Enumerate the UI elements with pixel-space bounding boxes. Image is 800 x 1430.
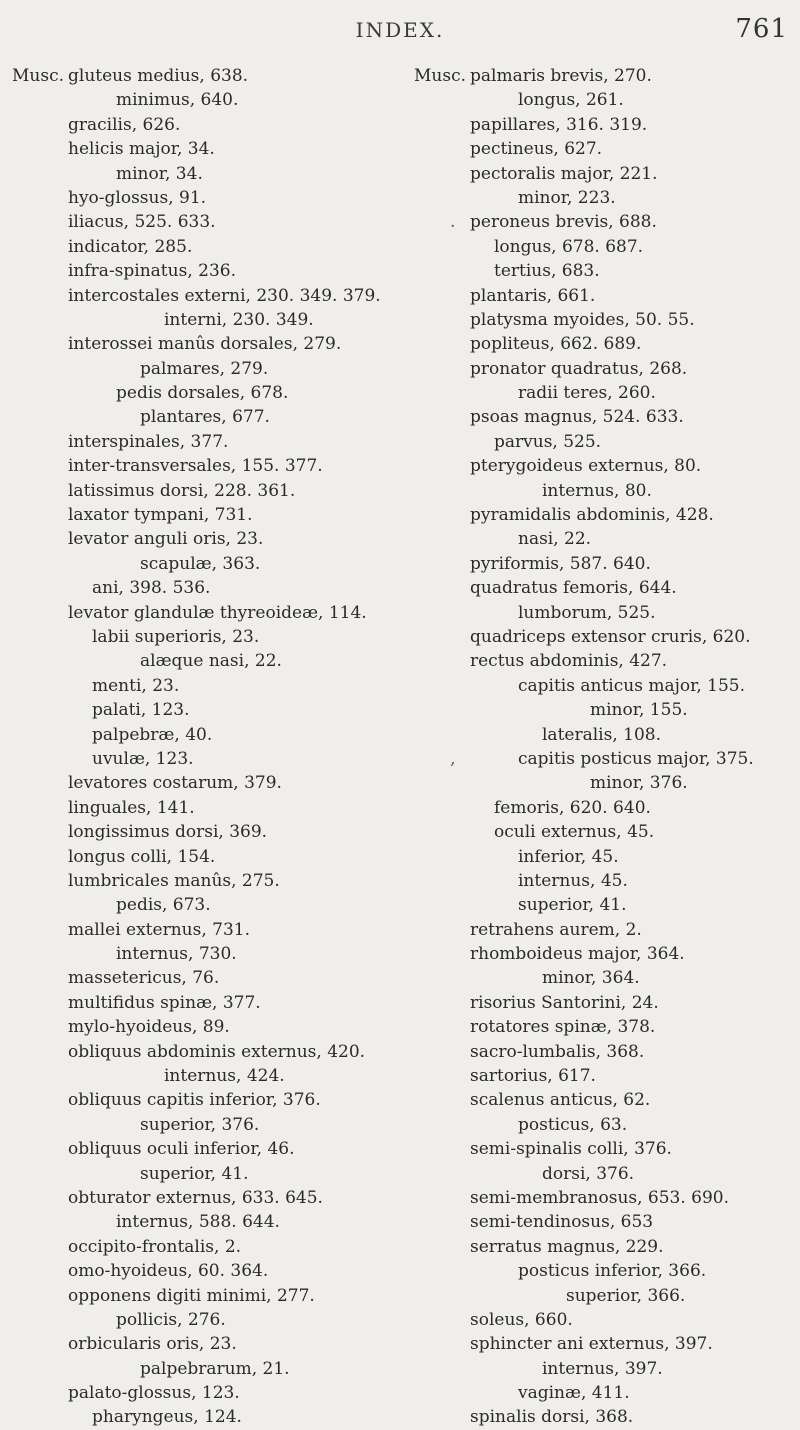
entry-text: posticus inferior, 366. [518, 1261, 707, 1282]
entry-text: minor, 223. [518, 187, 616, 208]
index-entry [402, 1040, 800, 1064]
entry-text: oculi externus, 45. [494, 822, 655, 843]
entry-text: quadratus femoris, 644. [470, 578, 677, 599]
index-entry [402, 991, 800, 1015]
entry-text: scalenus anticus, 62. [470, 1090, 651, 1111]
entry-text: semi-membranosus, 653. 690. [470, 1187, 730, 1208]
entry-text: levator anguli oris, 23. [68, 529, 264, 550]
entry-text: hyo-glossus, 91. [68, 187, 207, 208]
entry-text: interspinales, 377. [68, 431, 229, 452]
index-entry [402, 918, 800, 942]
entry-text: laxator tympani, 731. [68, 505, 253, 526]
entry-text: mylo-hyoideus, 89. [68, 1017, 230, 1038]
index-entry [402, 552, 800, 576]
index-entry [0, 747, 395, 771]
entry-text: helicis major, 34. [68, 139, 215, 160]
index-entry [402, 674, 800, 698]
entry-text: pyramidalis abdominis, 428. [470, 505, 714, 526]
entry-text: inter-transversales, 155. 377. [68, 456, 323, 477]
index-entry [402, 284, 800, 308]
entry-text: palpebrarum, 21. [140, 1358, 290, 1379]
index-entry [402, 527, 800, 551]
index-entry [0, 64, 395, 88]
index-entry [0, 1186, 395, 1210]
index-entry [0, 1284, 395, 1308]
index-entry [0, 284, 395, 308]
index-entry [0, 1040, 395, 1064]
index-entry [402, 210, 800, 234]
entry-text: radii teres, 260. [518, 383, 656, 404]
index-entry [402, 698, 800, 722]
entry-text: minor, 155. [590, 700, 688, 721]
entry-text: menti, 23. [92, 675, 180, 696]
entry-text: internus, 397. [542, 1358, 663, 1379]
entry-text: pollicis, 276. [116, 1309, 226, 1330]
index-entry [0, 405, 395, 429]
entry-text: superior, 41. [140, 1163, 249, 1184]
index-entry [402, 162, 800, 186]
entry-text: rotatores spinæ, 378. [470, 1017, 656, 1038]
entry-text: minimus, 640. [116, 90, 239, 111]
index-entry [402, 1259, 800, 1283]
index-entry [402, 503, 800, 527]
index-entry [0, 649, 395, 673]
entry-text: longissimus dorsi, 369. [68, 822, 268, 843]
entry-text: scapulæ, 363. [140, 553, 261, 574]
index-entry [0, 845, 395, 869]
index-entry [402, 1284, 800, 1308]
entry-text: tertius, 683. [494, 261, 600, 282]
index-entry [402, 1405, 800, 1429]
index-entry [0, 430, 395, 454]
index-entry [402, 625, 800, 649]
index-entry [0, 1332, 395, 1356]
index-entry [402, 747, 800, 771]
index-entry [402, 576, 800, 600]
entry-text: palato-glossus, 123. [68, 1383, 240, 1404]
entry-text: obliquus abdominis externus, 420. [68, 1041, 366, 1062]
index-entry [402, 845, 800, 869]
index-entry [0, 576, 395, 600]
entry-text: pterygoideus externus, 80. [470, 456, 702, 477]
index-entry [0, 1357, 395, 1381]
index-entry [0, 723, 395, 747]
entry-text: palpebræ, 40. [92, 724, 213, 745]
index-entry [0, 1405, 395, 1429]
entry-text: capitis anticus major, 155. [518, 675, 746, 696]
entry-text: spinalis dorsi, 368. [470, 1407, 634, 1428]
index-entry [402, 942, 800, 966]
entry-text: pyriformis, 587. 640. [470, 553, 651, 574]
entry-section-label: Musc. [414, 66, 467, 86]
index-entry [0, 1088, 395, 1112]
entry-text: latissimus dorsi, 228. 361. [68, 480, 296, 501]
entry-text: sphincter ani externus, 397. [470, 1334, 713, 1355]
entry-text: longus, 261. [518, 90, 624, 111]
entry-text: pectineus, 627. [470, 139, 603, 160]
index-entry [0, 893, 395, 917]
index-entry [402, 893, 800, 917]
index-entry [0, 235, 395, 259]
index-entry [0, 771, 395, 795]
index-entry [0, 601, 395, 625]
index-entry [402, 1235, 800, 1259]
entry-text: superior, 366. [566, 1285, 686, 1306]
entry-text: palmaris brevis, 270. [470, 66, 652, 86]
entry-text: obliquus oculi inferior, 46. [68, 1139, 295, 1160]
index-entry [0, 1235, 395, 1259]
index-entry [402, 1113, 800, 1137]
entry-text: retrahens aurem, 2. [470, 919, 642, 940]
entry-text: palati, 123. [92, 700, 190, 721]
entry-text: palmares, 279. [140, 358, 269, 379]
index-entry [0, 479, 395, 503]
entry-text: sacro-lumbalis, 368. [470, 1041, 645, 1062]
entry-text: risorius Santorini, 24. [470, 992, 659, 1013]
index-entry [0, 1162, 395, 1186]
running-header-title: INDEX. [355, 18, 445, 42]
entry-text: multifidus spinæ, 377. [68, 992, 261, 1013]
index-entry [0, 259, 395, 283]
entry-text: quadriceps extensor cruris, 620. [470, 626, 751, 647]
index-entry [0, 381, 395, 405]
entry-text: alæque nasi, 22. [140, 651, 282, 672]
index-entry [402, 1064, 800, 1088]
index-entry [0, 1137, 395, 1161]
index-entry [0, 357, 395, 381]
index-entry [0, 1210, 395, 1234]
index-entry [402, 113, 800, 137]
index-entry [402, 869, 800, 893]
entry-text: labii superioris, 23. [92, 626, 260, 647]
index-entry [0, 332, 395, 356]
entry-text: pectoralis major, 221. [470, 163, 658, 184]
entry-text: sartorius, 617. [470, 1066, 596, 1087]
entry-text: interni, 230. 349. [164, 309, 314, 330]
entry-text: minor, 364. [542, 968, 640, 989]
entry-text: inferior, 45. [518, 846, 619, 867]
entry-text: uvulæ, 123. [92, 748, 194, 769]
margin-mark: . [450, 212, 456, 233]
index-entry [402, 796, 800, 820]
page-number: 761 [735, 14, 788, 44]
entry-text: rectus abdominis, 427. [470, 651, 668, 672]
index-entry [0, 820, 395, 844]
entry-text: minor, 34. [116, 163, 203, 184]
entry-text: peroneus brevis, 688. [470, 212, 657, 233]
index-entry [402, 771, 800, 795]
entry-text: longus, 678. 687. [494, 236, 644, 257]
index-entry [402, 1088, 800, 1112]
index-entry [402, 137, 800, 161]
entry-text: psoas magnus, 524. 633. [470, 407, 684, 428]
entry-text: posticus, 63. [518, 1114, 628, 1135]
index-entry [402, 430, 800, 454]
index-entry [402, 1162, 800, 1186]
entry-text: indicator, 285. [68, 236, 193, 257]
index-entry [0, 162, 395, 186]
entry-text: pharyngeus, 124. [92, 1407, 242, 1428]
index-entry [0, 210, 395, 234]
entry-text: soleus, 660. [470, 1309, 573, 1330]
index-entry [0, 137, 395, 161]
index-entry [402, 405, 800, 429]
index-entry [402, 1332, 800, 1356]
entry-text: plantares, 677. [140, 407, 270, 428]
entry-text: levatores costarum, 379. [68, 773, 282, 794]
index-entry [0, 942, 395, 966]
index-entry [402, 235, 800, 259]
entry-text: platysma myoides, 50. 55. [470, 309, 695, 330]
entry-text: internus, 45. [518, 870, 628, 891]
entry-text: parvus, 525. [494, 431, 602, 452]
index-entry [402, 649, 800, 673]
index-entry [0, 552, 395, 576]
index-column-left [0, 64, 395, 1430]
index-entry [0, 698, 395, 722]
entry-text: superior, 376. [140, 1114, 260, 1135]
index-entry [402, 259, 800, 283]
entry-text: plantaris, 661. [470, 285, 596, 306]
entry-text: lateralis, 108. [542, 724, 661, 745]
index-entry [402, 64, 800, 88]
index-entry [402, 357, 800, 381]
index-entry [402, 723, 800, 747]
entry-text: opponens digiti minimi, 277. [68, 1285, 315, 1306]
entry-text: superior, 41. [518, 895, 627, 916]
entry-text: mallei externus, 731. [68, 919, 250, 940]
index-entry [402, 186, 800, 210]
index-column-right [402, 64, 800, 1430]
index-entry [0, 454, 395, 478]
entry-text: internus, 80. [542, 480, 652, 501]
entry-text: gluteus medius, 638. [68, 66, 249, 86]
entry-text: ani, 398. 536. [92, 578, 211, 599]
entry-text: popliteus, 662. 689. [470, 334, 642, 355]
entry-text: capitis posticus major, 375. [518, 748, 754, 769]
index-entry [402, 1015, 800, 1039]
entry-text: pronator quadratus, 268. [470, 358, 688, 379]
index-entry [0, 869, 395, 893]
entry-text: internus, 588. 644. [116, 1212, 280, 1233]
index-entry [0, 527, 395, 551]
entry-text: lumborum, 525. [518, 602, 656, 623]
index-entry [0, 1308, 395, 1332]
index-entry [0, 674, 395, 698]
entry-text: occipito-frontalis, 2. [68, 1236, 242, 1257]
index-entry [402, 601, 800, 625]
entry-text: obliquus capitis inferior, 376. [68, 1090, 321, 1111]
entry-text: levator glandulæ thyreoideæ, 114. [68, 602, 367, 623]
index-entry [402, 820, 800, 844]
index-entry [402, 332, 800, 356]
entry-text: semi-tendinosus, 653 [470, 1212, 654, 1233]
entry-text: linguales, 141. [68, 797, 195, 818]
entry-text: papillares, 316. 319. [470, 114, 648, 135]
index-entry [402, 966, 800, 990]
entry-section-label: Musc. [12, 66, 65, 86]
index-entry [402, 454, 800, 478]
entry-text: semi-spinalis colli, 376. [470, 1139, 672, 1160]
entry-text: femoris, 620. 640. [494, 797, 651, 818]
entry-text: gracilis, 626. [68, 114, 181, 135]
entry-text: vaginæ, 411. [518, 1383, 630, 1404]
entry-text: omo-hyoideus, 60. 364. [68, 1261, 269, 1282]
index-entry [0, 503, 395, 527]
index-entry [402, 308, 800, 332]
index-entry [0, 1015, 395, 1039]
index-entry [0, 88, 395, 112]
index-entry [402, 479, 800, 503]
index-entry [0, 918, 395, 942]
entry-text: orbicularis oris, 23. [68, 1334, 237, 1355]
entry-text: pedis, 673. [116, 895, 211, 916]
index-entry [0, 625, 395, 649]
entry-text: lumbricales manûs, 275. [68, 870, 280, 891]
index-entry [402, 1381, 800, 1405]
entry-text: iliacus, 525. 633. [68, 212, 216, 233]
entry-text: minor, 376. [590, 773, 688, 794]
entry-text: interossei manûs dorsales, 279. [68, 334, 342, 355]
entry-text: serratus magnus, 229. [470, 1236, 664, 1257]
entry-text: rhomboideus major, 364. [470, 944, 685, 965]
index-entry [402, 381, 800, 405]
index-entry [0, 991, 395, 1015]
index-entry [402, 88, 800, 112]
index-entry [402, 1210, 800, 1234]
entry-text: infra-spinatus, 236. [68, 261, 236, 282]
entry-text: intercostales externi, 230. 349. 379. [68, 285, 381, 306]
entry-text: longus colli, 154. [68, 846, 216, 867]
entry-text: internus, 730. [116, 944, 237, 965]
index-entry [402, 1186, 800, 1210]
index-entry [0, 186, 395, 210]
index-entry [402, 1308, 800, 1332]
index-entry [0, 1381, 395, 1405]
entry-text: dorsi, 376. [542, 1163, 635, 1184]
entry-text: obturator externus, 633. 645. [68, 1187, 323, 1208]
entry-text: nasi, 22. [518, 529, 592, 550]
index-entry [402, 1137, 800, 1161]
index-entry [0, 796, 395, 820]
index-entry [0, 1064, 395, 1088]
index-entry [402, 1357, 800, 1381]
margin-mark: ‚ [450, 748, 456, 769]
index-entry [0, 308, 395, 332]
entry-text: internus, 424. [164, 1066, 285, 1087]
index-entry [0, 1113, 395, 1137]
index-entry [0, 1259, 395, 1283]
entry-text: massetericus, 76. [68, 968, 220, 989]
index-entry [0, 966, 395, 990]
index-entry [0, 113, 395, 137]
entry-text: pedis dorsales, 678. [116, 383, 289, 404]
